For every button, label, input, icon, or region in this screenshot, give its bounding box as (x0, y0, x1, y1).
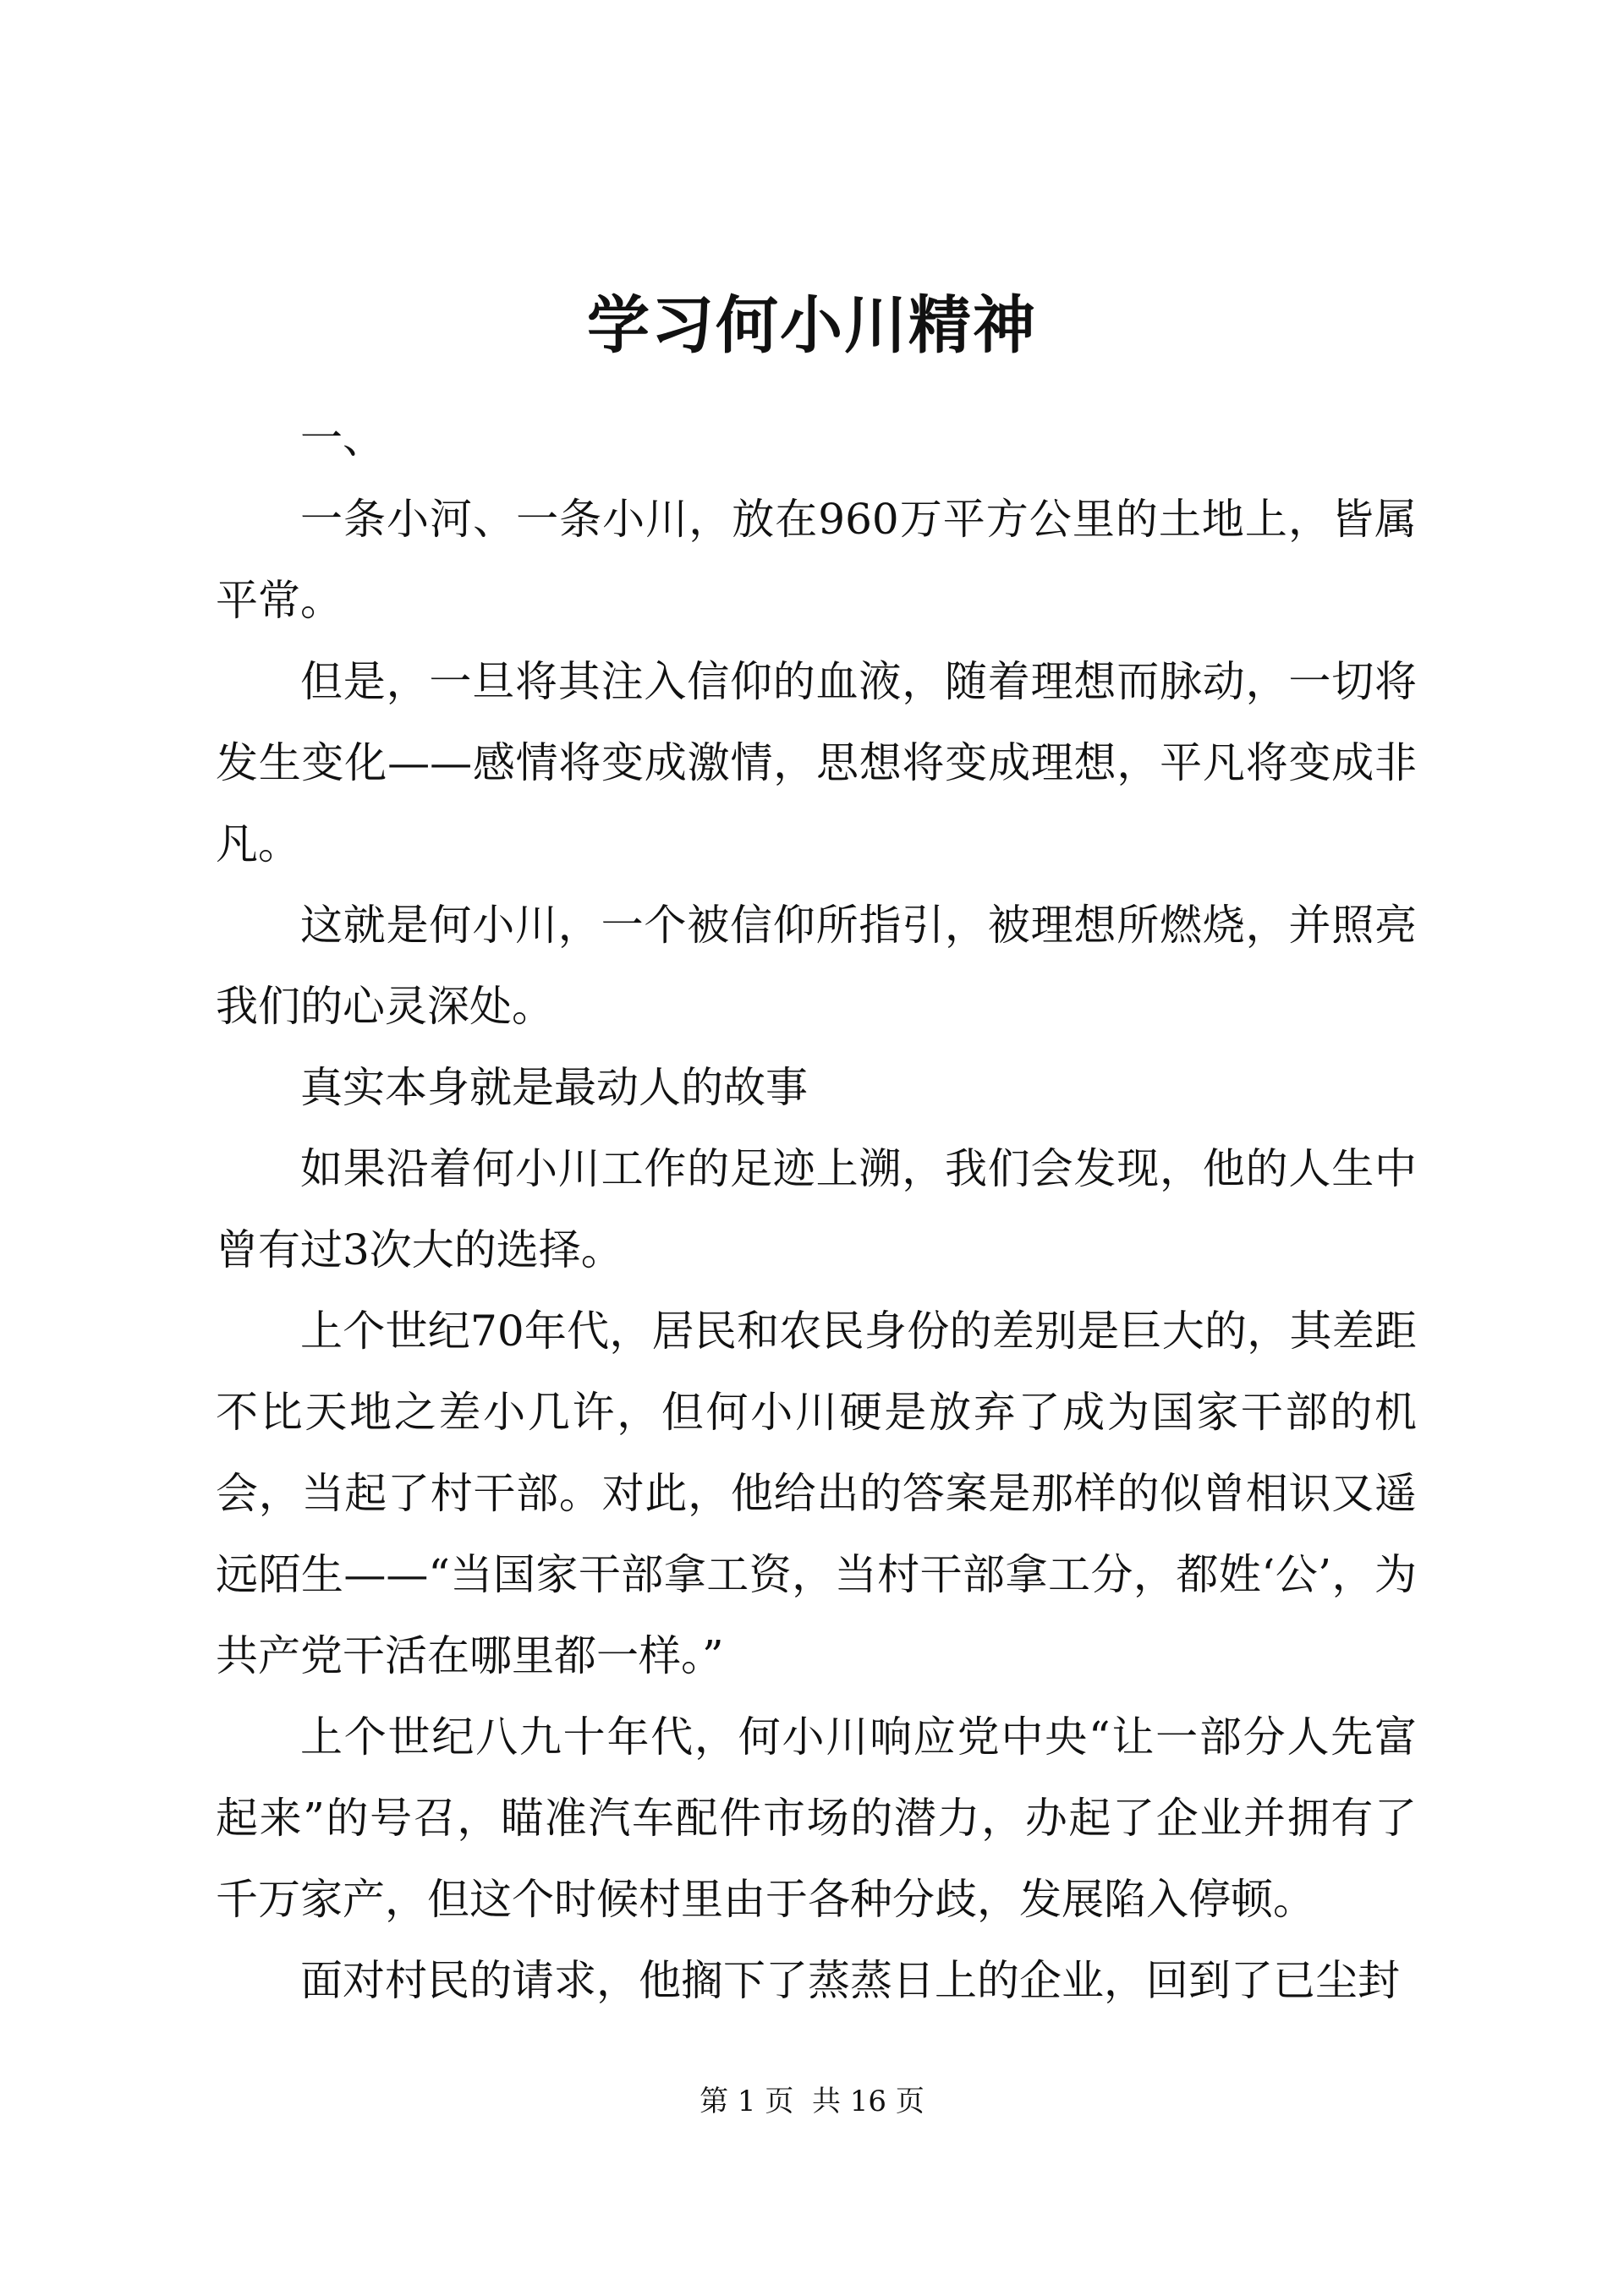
paragraph: 面对村民的请求，他搁下了蒸蒸日上的企业，回到了已尘封 (300, 1956, 1400, 2005)
paragraph: 上个世纪70年代，居民和农民身份的差别是巨大的，其差距不比天地之差小几许，但何小川硬是放弃了成为国家干部的机会，当起了村干部。对此，他给出的答案是那样的似曾相识又遥远陌生——“当国家干部拿工资，当村干部拿工分，都姓‘公’，为共产党干活在哪里都一样。” (216, 1307, 1417, 1680)
paragraph: 真实本身就是最动人的故事 (300, 1063, 808, 1112)
page-title: 学习何小川精神 (587, 289, 1037, 362)
paragraph: 上个世纪八九十年代，何小川响应党中央“让一部分人先富起来”的号召，瞄准汽车配件市场的潜力，办起了企业并拥有了千万家产，但这个时候村里由于各种分歧，发展陷入停顿。 (216, 1712, 1417, 1924)
paragraph: 这就是何小川，一个被信仰所指引，被理想所燃烧，并照亮我们的心灵深处。 (216, 901, 1417, 1031)
document-body (216, 397, 1417, 2021)
page-footer (0, 2080, 1624, 2123)
paragraph: 一条小河、一条小川，放在960万平方公里的土地上，皆属平常。 (216, 495, 1417, 625)
paragraph: 一、 (300, 414, 385, 463)
paragraph: 如果沿着何小川工作的足迹上溯，我们会发现，他的人生中曾有过3次大的选择。 (216, 1144, 1417, 1274)
page-number: 第 1 页 共 16 页 (700, 2085, 924, 2118)
paragraph: 但是，一旦将其注入信仰的血液，随着理想而脉动，一切将发生变化——感情将变成激情，思想将变成理想，平凡将变成非凡。 (216, 657, 1417, 869)
